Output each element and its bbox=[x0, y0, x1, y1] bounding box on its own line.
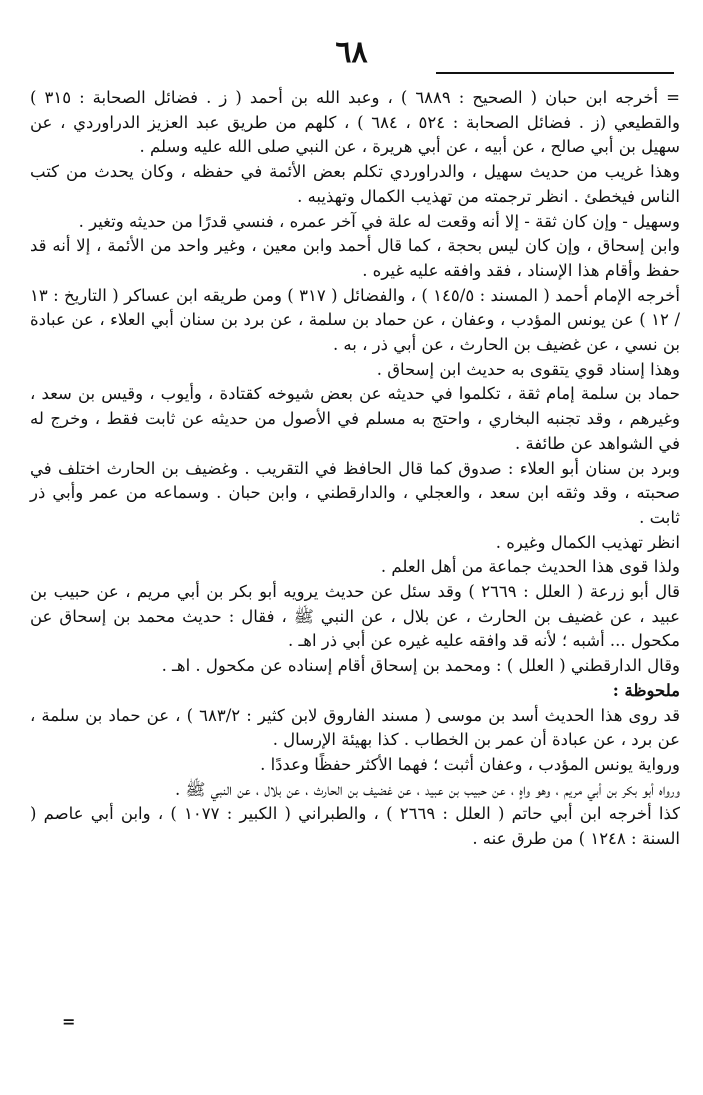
paragraph: أخرجه الإمام أحمد ( المسند : ١٤٥/٥ ) ، والفضائل ( ٣١٧ ) ومن طريقه ابن عساكر ( التاريخ : ١٣ / ١٢ ) عن يونس المؤدب ، وعفان ، عن حماد بن سلمة ، عن برد بن سنان أبي العلاء ، عن عبادة بن نسي ، عن غضيف بن الحارث ، عن أبي ذر ، به . bbox=[30, 285, 680, 355]
continuation-mark: = bbox=[62, 1012, 76, 1031]
note-paragraph: قد روى هذا الحديث أسد بن موسى ( مسند الفاروق لابن كثير : ٦٨٣/٢ ) ، عن حماد بن سلمة ، عن برد ، عن عبادة أن عمر بن الخطاب . كذا بهيئة الإرسال . bbox=[30, 705, 680, 750]
paragraph: وقال الدارقطني ( العلل ) : ومحمد بن إسحاق أقام إسناده عن مكحول . اهـ . bbox=[161, 656, 680, 676]
paragraph: وهذا إسناد قوي يتقوى به حديث ابن إسحاق . bbox=[376, 359, 680, 379]
note-paragraph: كذا أخرجه ابن أبي حاتم ( العلل : ٢٦٦٩ ) ، والطبراني ( الكبير : ١٠٧٧ ) ، وابن أبي عاصم ( السنة : ١٢٤٨ ) من طرق عنه . bbox=[30, 804, 680, 849]
paragraph: ولذا قوى هذا الحديث جماعة من أهل العلم . bbox=[380, 557, 680, 577]
paragraph: = أخرجه ابن حبان ( الصحيح : ٦٨٨٩ ) ، وعبد الله بن أحمد ( ز . فضائل الصحابة : ٣١٥ ) والقطيعي (ز . فضائل الصحابة : ٥٢٤ ، ٦٨٤ ) ، كلهم من طريق عبد العزيز الدراوردي ، عن سهيل بن أبي صالح ، عن أبيه ، عن أبي هريرة ، عن النبي صلى الله عليه وسلم . bbox=[30, 88, 681, 157]
note-heading: ملحوظة : bbox=[612, 680, 680, 700]
paragraph: انظر تهذيب الكمال وغيره . bbox=[495, 532, 680, 552]
note-paragraph: ورواية يونس المؤدب ، وعفان أثبت ؛ فهما الأكثر حفظًا وعددًا . bbox=[260, 754, 680, 774]
paragraph: وهذا غريب من حديث سهيل ، والدراوردي تكلم بعض الأئمة في حفظه ، وكان يحدث من كتب الناس فيخطئ . انظر ترجمته من تهذيب الكمال وتهذيبه . bbox=[30, 162, 680, 206]
footnote-text bbox=[30, 86, 680, 852]
paragraph: وبرد بن سنان أبو العلاء : صدوق كما قال الحافظ في التقريب . وغضيف بن الحارث اختلف في صحبته ، وقد وثقه ابن سعد ، والعجلي ، والدارقطني ، وابن حبان . وسماعه من عمر وأبي ذر ثابت . bbox=[30, 458, 680, 527]
paragraph: حماد بن سلمة إمام ثقة ، تكلموا في حديثه عن بعض شيوخه كقتادة ، وأيوب ، وقيس بن سعد ، وغيرهم ، وقد تجنبه البخاري ، واحتج به مسلم في الأصول من حديثه عن ثابت فقط ، وخرج له في الشواهد عن طائفة . bbox=[30, 384, 680, 453]
page-number: ٦٨ bbox=[335, 35, 368, 70]
paragraph: وابن إسحاق ، وإن كان ليس بحجة ، كما قال أحمد وابن معين ، وغير واحد من الأئمة ، إلا أنه قد حفظ وأقام هذا الإسناد ، فقد وافقه عليه غيره . bbox=[30, 236, 680, 280]
note-paragraph: ورواه أبو بكر بن أبي مريم ، وهو واهٍ ، عن حبيب بن عبيد ، عن غضيف بن الحارث ، عن بلال ، عن النبي ﷺ . bbox=[175, 779, 680, 799]
footnote-rule bbox=[436, 72, 674, 74]
paragraph: قال أبو زرعة ( العلل : ٢٦٦٩ ) وقد سئل عن حديث يرويه أبو بكر بن أبي مريم ، عن حبيب بن عبيد ، عن غضيف بن الحارث ، عن بلال ، عن النبي ﷺ ، فقال : حديث محمد بن إسحاق عن مكحول ... أشبه ؛ لأنه قد وافقه عليه غيره عن أبي ذر اهـ . bbox=[30, 582, 680, 651]
paragraph: وسهيل - وإن كان ثقة - إلا أنه وقعت له علة في آخر عمره ، فنسي قدرًا من حديثه وتغير . bbox=[78, 211, 680, 231]
